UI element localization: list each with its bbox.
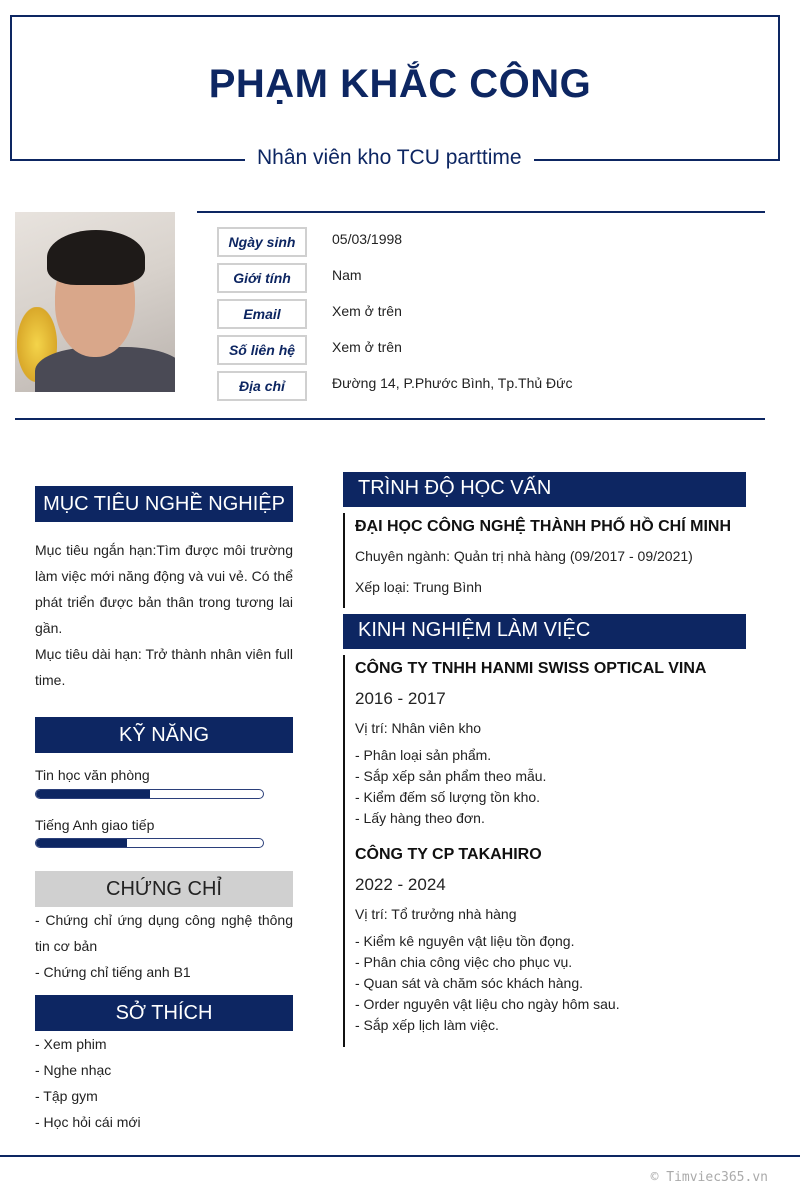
footer-divider	[0, 1155, 800, 1157]
job-task: - Phân chia công việc cho phục vụ.	[355, 954, 573, 970]
objective-long-term: Mục tiêu dài hạn: Trở thành nhân viên full time.	[35, 646, 293, 688]
info-value: Đường 14, P.Phước Bình, Tp.Thủ Đức	[332, 375, 573, 391]
education-heading: TRÌNH ĐỘ HỌC VẤN	[343, 472, 746, 507]
certificate-item: - Chứng chỉ ứng dụng công nghệ thông tin cơ bản	[35, 912, 293, 954]
job-company: CÔNG TY CP TAKAHIRO	[355, 846, 542, 863]
job-task: - Sắp xếp sản phẩm theo mẫu.	[355, 768, 547, 784]
footer-copyright: © Timviec365.vn	[650, 1170, 768, 1185]
info-value: Xem ở trên	[332, 339, 402, 355]
skill-progress-bar	[35, 789, 264, 799]
hair-shape	[47, 230, 145, 285]
job-years: 2016 - 2017	[355, 689, 446, 708]
certificates-list	[35, 907, 293, 985]
hobby-item: - Xem phim	[35, 1036, 107, 1052]
skill-progress-fill	[36, 790, 150, 798]
info-label: Ngày sinh	[217, 227, 307, 257]
experience-heading: KINH NGHIỆM LÀM VIỆC	[343, 614, 746, 649]
job-task: - Order nguyên vật liệu cho ngày hôm sau.	[355, 996, 620, 1012]
job-title: Nhân viên kho TCU parttime	[245, 145, 534, 171]
certificates-heading: CHỨNG CHỈ	[35, 871, 293, 907]
experience-accent-line	[343, 655, 345, 1047]
job-task: - Quan sát và chăm sóc khách hàng.	[355, 975, 584, 991]
hobbies-list	[35, 1031, 293, 1135]
avatar	[15, 212, 175, 392]
skills-heading: KỸ NĂNG	[35, 717, 293, 753]
job-position: Vị trí: Nhân viên kho	[355, 720, 482, 736]
info-top-divider	[197, 211, 765, 213]
job-task: - Lấy hàng theo đơn.	[355, 810, 485, 826]
hobby-item: - Tập gym	[35, 1088, 98, 1104]
info-label: Số liên hệ	[217, 335, 307, 365]
info-row-address	[217, 371, 777, 401]
info-row-dob	[217, 227, 777, 257]
info-bottom-divider	[15, 418, 765, 420]
job-tasks	[355, 745, 546, 829]
info-value: Xem ở trên	[332, 303, 402, 319]
skill-name: Tiếng Anh giao tiếp	[35, 817, 155, 833]
info-value: Nam	[332, 267, 362, 283]
certificate-item: - Chứng chỉ tiếng anh B1	[35, 964, 191, 980]
info-label: Email	[217, 299, 307, 329]
job-task: - Sắp xếp lịch làm việc.	[355, 1017, 499, 1033]
skill-name: Tin học văn phòng	[35, 767, 150, 783]
job-company: CÔNG TY TNHH HANMI SWISS OPTICAL VINA	[355, 660, 707, 677]
info-row-phone	[217, 335, 777, 365]
job-task: - Kiểm đếm số lượng tồn kho.	[355, 789, 541, 805]
education-grade: Xếp loại: Trung Bình	[355, 579, 482, 595]
job-position: Vị trí: Tổ trưởng nhà hàng	[355, 906, 517, 922]
info-label: Giới tính	[217, 263, 307, 293]
skill-progress-bar	[35, 838, 264, 848]
info-row-email	[217, 299, 777, 329]
education-major: Chuyên ngành: Quản trị nhà hàng (09/2017 - 09/2021)	[355, 548, 693, 564]
objective-short-term: Mục tiêu ngắn hạn:Tìm được môi trường làm việc mới năng động và vui vẻ. Có thể phát triển được bản thân trong tương lai gần.	[35, 542, 293, 636]
objective-heading: MỤC TIÊU NGHỀ NGHIỆP	[35, 486, 293, 522]
job-tasks	[355, 931, 620, 1036]
info-value: 05/03/1998	[332, 231, 403, 247]
job-years: 2022 - 2024	[355, 875, 446, 894]
job-task: - Kiểm kê nguyên vật liệu tồn đọng.	[355, 933, 575, 949]
hobby-item: - Nghe nhạc	[35, 1062, 112, 1078]
objective-text	[35, 537, 293, 693]
school-name: ĐẠI HỌC CÔNG NGHỆ THÀNH PHỐ HỒ CHÍ MINH	[355, 518, 731, 535]
info-label: Địa chỉ	[217, 371, 307, 401]
hobbies-heading: SỞ THÍCH	[35, 995, 293, 1031]
skill-progress-fill	[36, 839, 127, 847]
hobby-item: - Học hỏi cái mới	[35, 1114, 141, 1130]
candidate-name: PHẠM KHẮC CÔNG	[208, 62, 592, 106]
job-task: - Phân loại sản phẩm.	[355, 747, 492, 763]
education-accent-line	[343, 513, 345, 608]
info-row-gender	[217, 263, 777, 293]
